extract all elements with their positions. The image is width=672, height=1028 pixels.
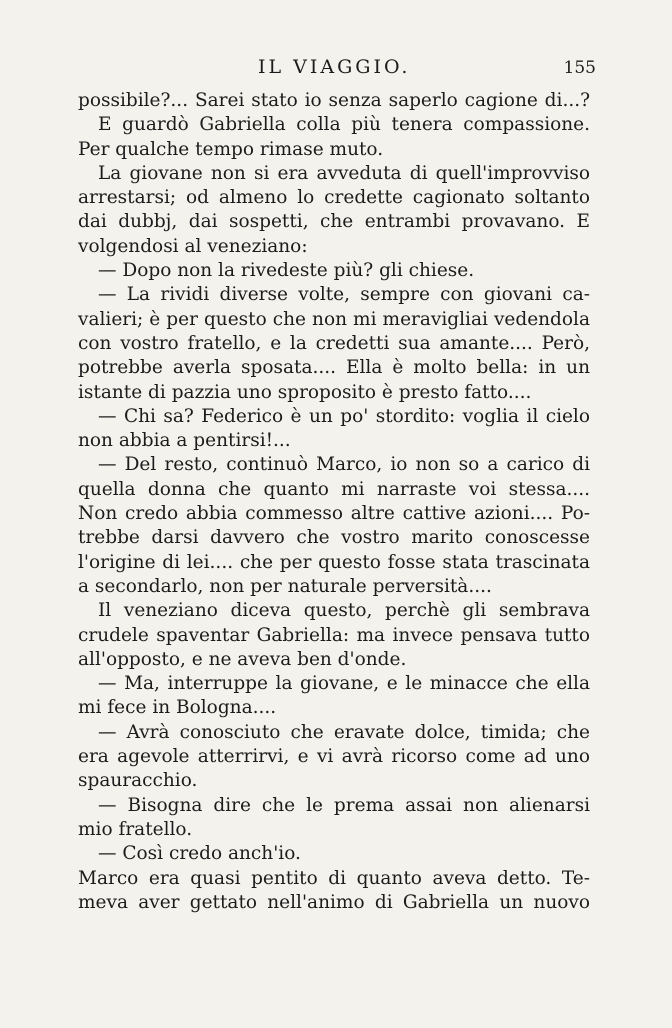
text-line: Per qualche tempo rimase muto. — [78, 138, 384, 160]
text-line: — Ma, interruppe la giovane, e le minacce che ella — [98, 673, 590, 695]
text-line: — Chi sa? Federico è un po' stordito: voglia il cielo — [98, 405, 590, 427]
text-line: a secondarlo, non per naturale perversità.... — [78, 575, 492, 597]
text-line: era agevole atterrirvi, e vi avrà ricorso come ad uno — [78, 746, 590, 768]
running-title: IL VIAGGIO. — [258, 56, 411, 78]
text-line: volgendosi al veneziano: — [78, 235, 308, 257]
text-line: arrestarsi; od almeno lo credette cagionato soltanto — [78, 187, 590, 209]
text-line: all'opposto, e ne aveva ben d'onde. — [78, 648, 407, 670]
text-line: l'origine di lei.... che per questo fosse stata trascinata — [78, 551, 590, 573]
text-line: Marco era quasi pentito di quanto aveva detto. Te- — [78, 867, 590, 889]
page-number: 155 — [563, 58, 596, 78]
text-line: mi fece in Bologna.... — [78, 697, 277, 719]
text-line: — Bisogna dire che le prema assai non alienarsi — [98, 794, 590, 816]
text-line: La giovane non si era avveduta di quell'improvviso — [98, 162, 590, 184]
text-line: crudele spaventar Gabriella: ma invece pensava tutto — [78, 624, 590, 646]
text-line: — Del resto, continuò Marco, io non so a carico di — [98, 454, 590, 476]
text-line: mio fratello. — [78, 818, 193, 840]
text-line: — Dopo non la rivedeste più? gli chiese. — [98, 260, 475, 282]
running-head — [80, 56, 600, 82]
text-line: potrebbe averla sposata.... Ella è molto bella: in un — [78, 357, 590, 379]
text-line: con vostro fratello, e la credetti sua amante.... Però, — [78, 332, 590, 354]
body-text — [78, 89, 590, 915]
text-line: Il veneziano diceva questo, perchè gli sembrava — [98, 600, 590, 622]
text-line: valieri; è per questo che non mi meravigliai vedendola — [78, 308, 590, 330]
text-line: possibile?... Sarei stato io senza saperlo cagione di...? — [78, 90, 590, 111]
text-line: E guardò Gabriella colla più tenera compassione. — [98, 114, 590, 136]
text-line: quella donna che quanto mi narraste voi stessa.... — [78, 478, 590, 500]
text-line: non abbia a pentirsi!... — [78, 430, 291, 452]
text-line: spauracchio. — [78, 770, 198, 792]
text-line: meva aver gettato nell'animo di Gabriella un nuovo — [78, 891, 590, 913]
text-line: dai dubbj, dai sospetti, che entrambi provavano. E — [78, 211, 590, 233]
text-line: — Avrà conosciuto che eravate dolce, timida; che — [98, 721, 590, 743]
text-line: trebbe darsi davvero che vostro marito conoscesse — [78, 527, 590, 549]
text-line: Non credo abbia commesso altre cattive azioni.... Po- — [78, 503, 590, 525]
text-line: — Così credo anch'io. — [98, 843, 301, 865]
text-line: — La rividi diverse volte, sempre con giovani ca- — [98, 284, 590, 306]
text-line: istante di pazzia uno sproposito è presto fatto.... — [78, 381, 532, 403]
